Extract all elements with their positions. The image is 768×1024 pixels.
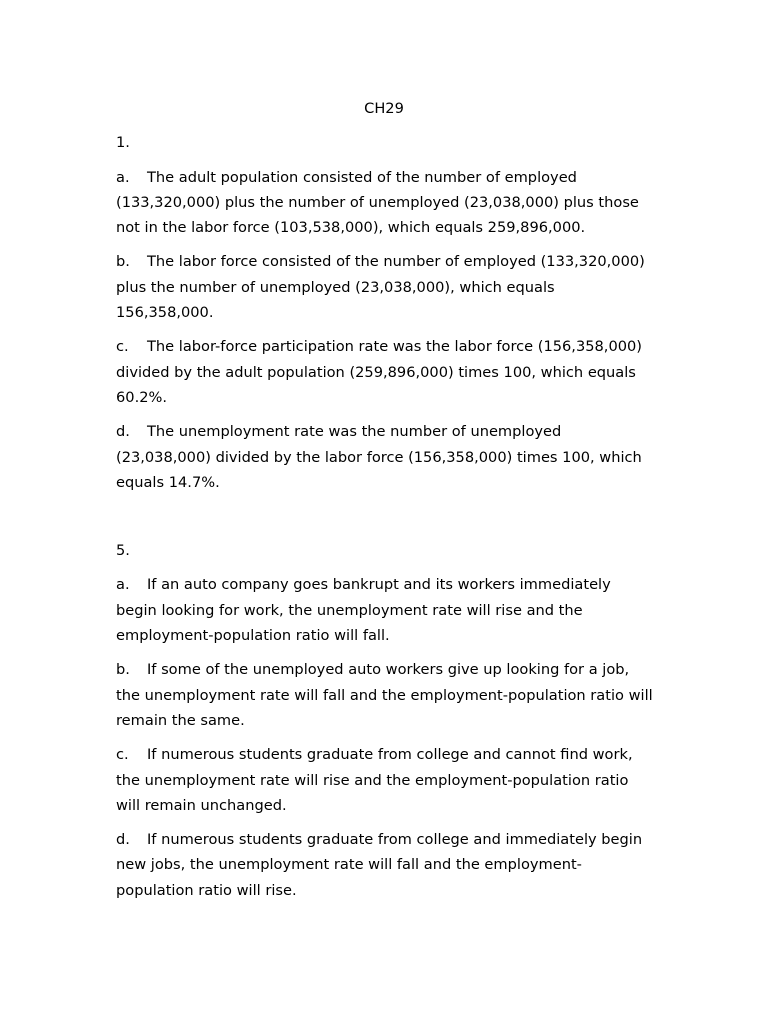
answer-text: If numerous students graduate from college and immediately begin new jobs, the unemployment rate will fall and the employment-population ratio will rise. (116, 831, 643, 899)
question-section-1 (116, 130, 656, 495)
answer-letter: b. (116, 661, 130, 679)
section-spacer (116, 504, 656, 538)
answer-item-5d (116, 827, 656, 903)
question-number: 5. (116, 542, 130, 560)
document-body (116, 96, 656, 912)
answer-text: The labor-force participation rate was the labor force (156,358,000) divided by the adult population (259,896,000) times 100, which equals 60.2%. (116, 338, 642, 406)
answer-item-5a (116, 572, 656, 648)
answer-letter: c. (116, 338, 129, 356)
answer-text: If numerous students graduate from college and cannot find work, the unemployment rate will rise and the employment-population ratio will remain unchanged. (116, 746, 633, 814)
answer-letter: a. (116, 168, 130, 186)
answer-text: The adult population consisted of the number of employed (133,320,000) plus the number of unemployed (23,038,000) plus those not in the labor force (103,538,000), which equals 259,896,000. (116, 168, 639, 237)
answer-letter: d. (116, 831, 130, 849)
answer-text: The unemployment rate was the number of unemployed (23,038,000) divided by the labor force (156,358,000) times 100, which equals 14.7%. (116, 423, 642, 491)
answer-text: If an auto company goes bankrupt and its workers immediately begin looking for work, the unemployment rate will rise and the employment-population ratio will fall. (116, 576, 611, 645)
answer-letter: c. (116, 746, 129, 764)
answer-item-5c (116, 742, 656, 818)
answer-text: The labor force consisted of the number of employed (133,320,000) plus the number of unemployed (23,038,000), which equals 156,358,000. (116, 253, 645, 322)
answer-item-5b (116, 657, 656, 733)
answer-letter: d. (116, 423, 130, 441)
answer-letter: a. (116, 576, 130, 594)
answer-item-1c (116, 334, 656, 410)
answer-item-1b (116, 249, 656, 325)
document-title: CH29 (364, 100, 404, 117)
answer-letter: b. (116, 253, 130, 271)
answer-item-1a (116, 165, 656, 241)
answer-text: If some of the unemployed auto workers give up looking for a job, the unemployment rate will fall and the employment-population ratio will remain the same. (116, 661, 653, 729)
question-number: 1. (116, 134, 130, 152)
answer-item-1d (116, 419, 656, 495)
question-section-5 (116, 538, 656, 903)
